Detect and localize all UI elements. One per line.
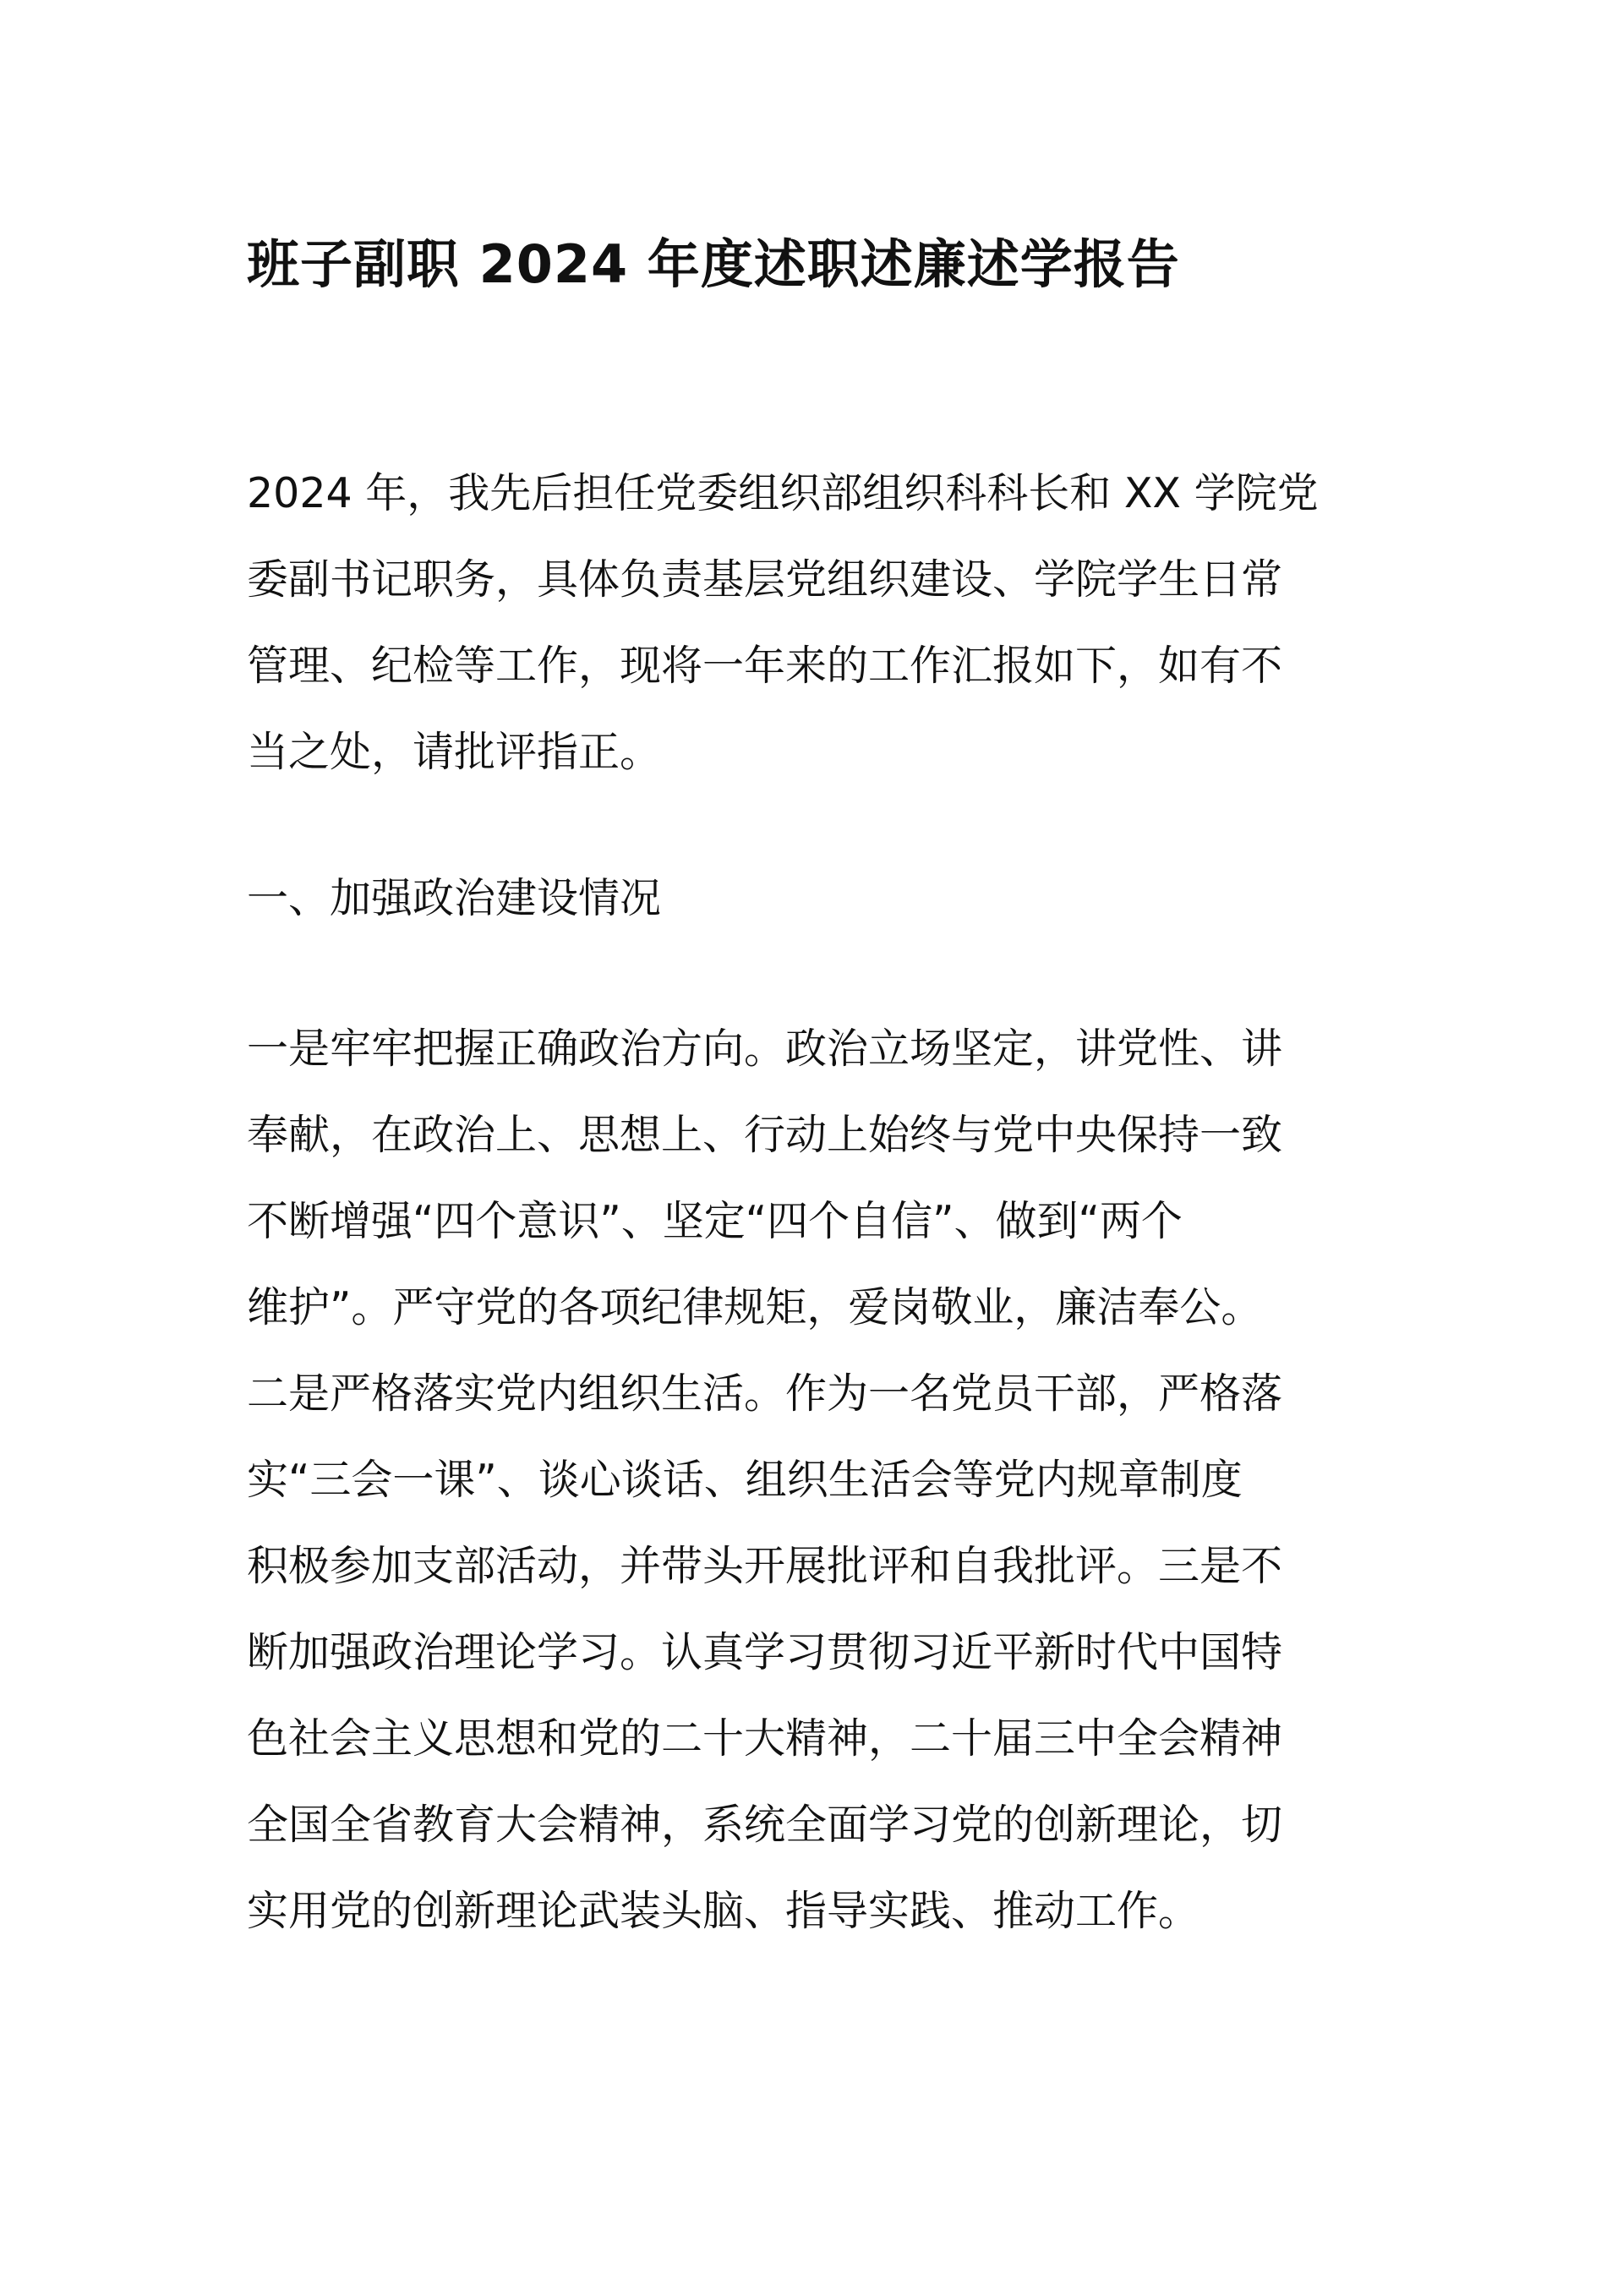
text-line: 不断增强“四个意识”、坚定“四个自信”、做到“两个 (247, 1197, 1183, 1245)
text-line: 维护”。严守党的各项纪律规矩，爱岗敬业，廉洁奉公。 (247, 1283, 1263, 1331)
text-line: 实“三会一课”、谈心谈话、组织生活会等党内规章制度 (247, 1456, 1243, 1504)
text-line: 委副书记职务，具体负责基层党组织建设、学院学生日常 (247, 555, 1283, 604)
text-line: 奉献，在政治上、思想上、行动上始终与党中央保持一致 (247, 1111, 1283, 1159)
text-line: 当之处，请批评指正。 (247, 728, 662, 776)
text-line: 二是严格落实党内组织生活。作为一名党员干部，严格落 (247, 1369, 1283, 1418)
intro-paragraph (247, 451, 1319, 795)
text-line: 管理、纪检等工作，现将一年来的工作汇报如下，如有不 (247, 642, 1283, 690)
text-line: 积极参加支部活动，并带头开展批评和自我批评。三是不 (247, 1542, 1283, 1590)
text-line: 2024 年，我先后担任党委组织部组织科科长和 XX 学院党 (247, 469, 1319, 517)
text-line: 断加强政治理论学习。认真学习贯彻习近平新时代中国特 (247, 1628, 1283, 1676)
body-paragraph (247, 1006, 1282, 1954)
text-line: 色社会主义思想和党的二十大精神，二十届三中全会精神 (247, 1714, 1283, 1763)
text-line: 全国全省教育大会精神，系统全面学习党的创新理论，切 (247, 1801, 1283, 1849)
text-line: 一是牢牢把握正确政治方向。政治立场坚定，讲党性、讲 (247, 1025, 1283, 1073)
section-heading (247, 856, 661, 942)
section-heading-text: 一、加强政治建设情况 (247, 874, 662, 922)
document-title: 班子副职 2024 年度述职述廉述学报告 (247, 233, 1180, 295)
text-line: 实用党的创新理论武装头脑、指导实践、推动工作。 (247, 1887, 1200, 1935)
